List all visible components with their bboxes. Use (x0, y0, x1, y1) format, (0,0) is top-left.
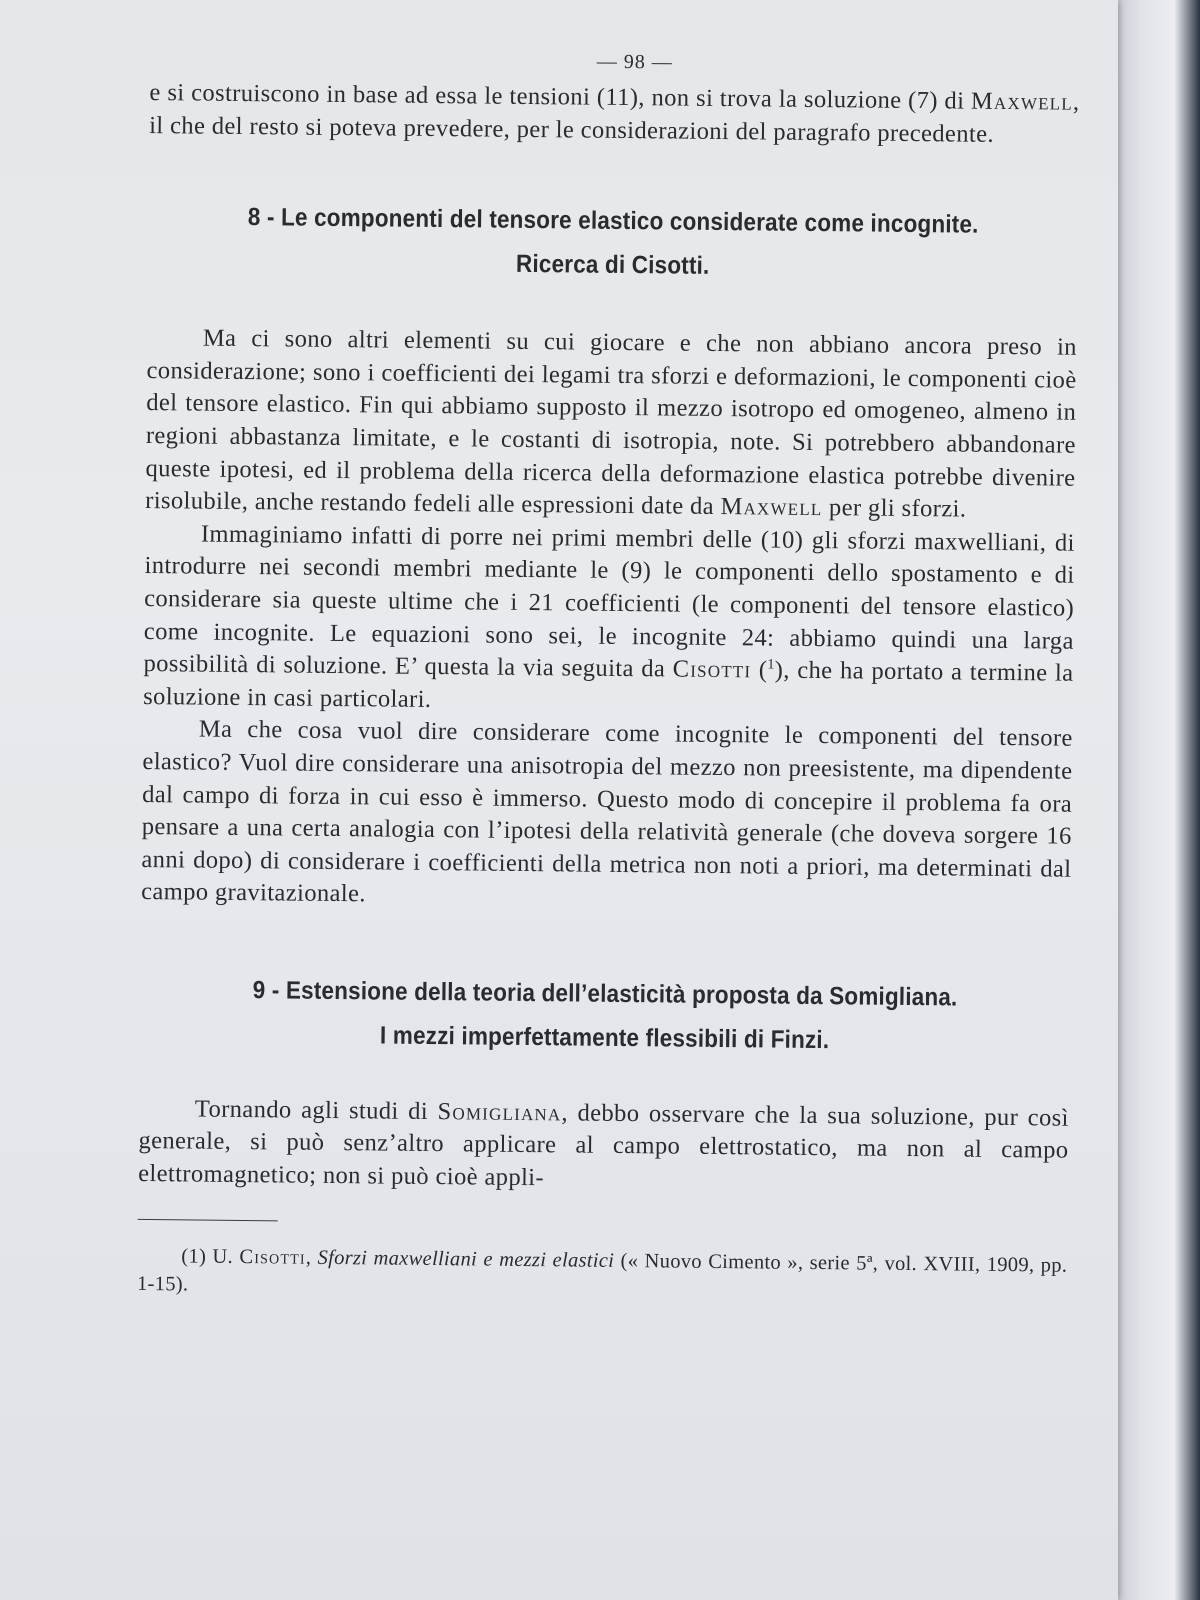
intro-paragraph (149, 77, 1080, 152)
author-name-maxwell: Maxwell (970, 87, 1074, 116)
author-name-maxwell: Maxwell (720, 493, 823, 522)
footnote-title: Sforzi maxwelliani e mezzi elastici (317, 1246, 615, 1273)
footnote-marker: (1) (181, 1245, 207, 1268)
paragraph-text: Ma ci sono altri elementi su cui giocare e che non abbiano ancora preso in considerazione; sono i coefficienti dei legami tra sforzi e deformazioni, le componenti cioè del tensore elastico. Fin qui abbiamo supposto il mezzo isotropo ed omogeneo, almeno in regioni abbastanza limitate, e le costanti di isotropia, note. Si potrebbero abbandonare queste ipotesi, ed il problema della ricerca della deformazione elastica potrebbe divenire risolubile, anche restando fedeli alle espressioni date da (145, 324, 1078, 521)
paragraph-text: Immaginiamo infatti di porre nei primi membri delle (10) gli sforzi maxwelliani, di introdurre nei secondi membri mediante le (9) le componenti dello spostamento e di considerare sia queste ultime che i 21 coefficienti (le componenti del tensore elastico) come incognite. Le equazioni sono sei, le incognite 24: abbiamo quindi una larga possibilità di soluzione. E’ questa la via seguita da (143, 520, 1075, 683)
footnote-rest: (« Nuovo Cimento », serie 5ª, vol. XVIII, 1909, pp. 1-15). (136, 1250, 1068, 1296)
paragraph-text-after: per gli sforzi. (822, 494, 967, 523)
intro-text-after: , il che del resto si poteva prevedere, per le considerazioni del paragrafo precedente. (149, 88, 1080, 148)
footnote: (1) U. Cisotti, Sforzi maxwelliani e mezzi elastici (« Nuovo Cimento », serie 5ª, vol. XVIII, 1909, pp. 1-15). (136, 1245, 1068, 1296)
section-9-paragraph (138, 1093, 1069, 1201)
section-9-title-line1: 9 - Estensione della teoria dell’elasticità proposta da Somigliana. (252, 976, 958, 1012)
footnote-author: Cisotti (239, 1246, 306, 1269)
paragraph-text: Tornando agli studi di (194, 1095, 438, 1125)
paragraph-text-after: , che ha portato a termine la soluzione in casi particolari. (143, 656, 1074, 713)
section-8-title-line2: Ricerca di Cisotti. (515, 250, 710, 281)
page-number: — 98 — (596, 50, 673, 74)
section-9-heading (186, 967, 1024, 1064)
section-8-paragraph-1 (145, 322, 1077, 527)
section-8-paragraph-2: Immaginiamo infatti di porre nei primi membri delle (10) gli sforzi maxwelliani, di introdurre nei secondi membri mediante le (9) le componenti dello spostamento e di considerare sia queste ultime che i 21 coefficienti (le componenti del tensore elastico) come incognite. Le equazioni sono sei, le incognite 24: abbiamo quindi una larga possibilità di soluzione. E’ questa la via seguita da Cisotti ($^1$), che ha portato a termine la soluzione in casi particolari. (143, 520, 1075, 713)
author-name-somigliana: Somigliana (437, 1097, 562, 1127)
footnote-author-initial: U. (212, 1245, 240, 1269)
section-8-title-line1: 8 - Le componenti del tensore elastico considerate come incognite. (247, 203, 979, 239)
footnote-divider (138, 1219, 278, 1222)
author-name-cisotti: Cisotti (672, 655, 752, 684)
section-8-paragraph-3: Ma che cosa vuol dire considerare come incognite le componenti del tensore elastico? Vuol dire considerare una anisotropia del mezzo non preesistente, ma dipendente dal campo di forza in cui esso è immerso. Questo modo di concepire il problema fa ora pensare a una certa analogia con l’ipotesi della relatività generale (che doveva sorgere 16 anni dopo) di considerare i coefficienti della metrica non noti a priori, ma determinati dal campo gravitazionale. (141, 715, 1073, 908)
page-content (137, 46, 1080, 1308)
section-8-heading (194, 195, 1032, 292)
section-9-title-line2: I mezzi imperfettamente flessibili di Finzi. (379, 1021, 830, 1055)
next-page-edge (1114, 0, 1200, 1600)
paragraph-text-after: , debbo osservare che la sua soluzione, pur così generale, si può senz’altro applicare al campo elettrostatico, ma non al campo elettromagnetico; non si può cioè appli- (138, 1099, 1069, 1192)
footnote-reference: 1 (767, 657, 775, 673)
intro-text: e si costruiscono in base ad essa le tensioni (11), non si trova la soluzione (7) di (149, 78, 972, 115)
